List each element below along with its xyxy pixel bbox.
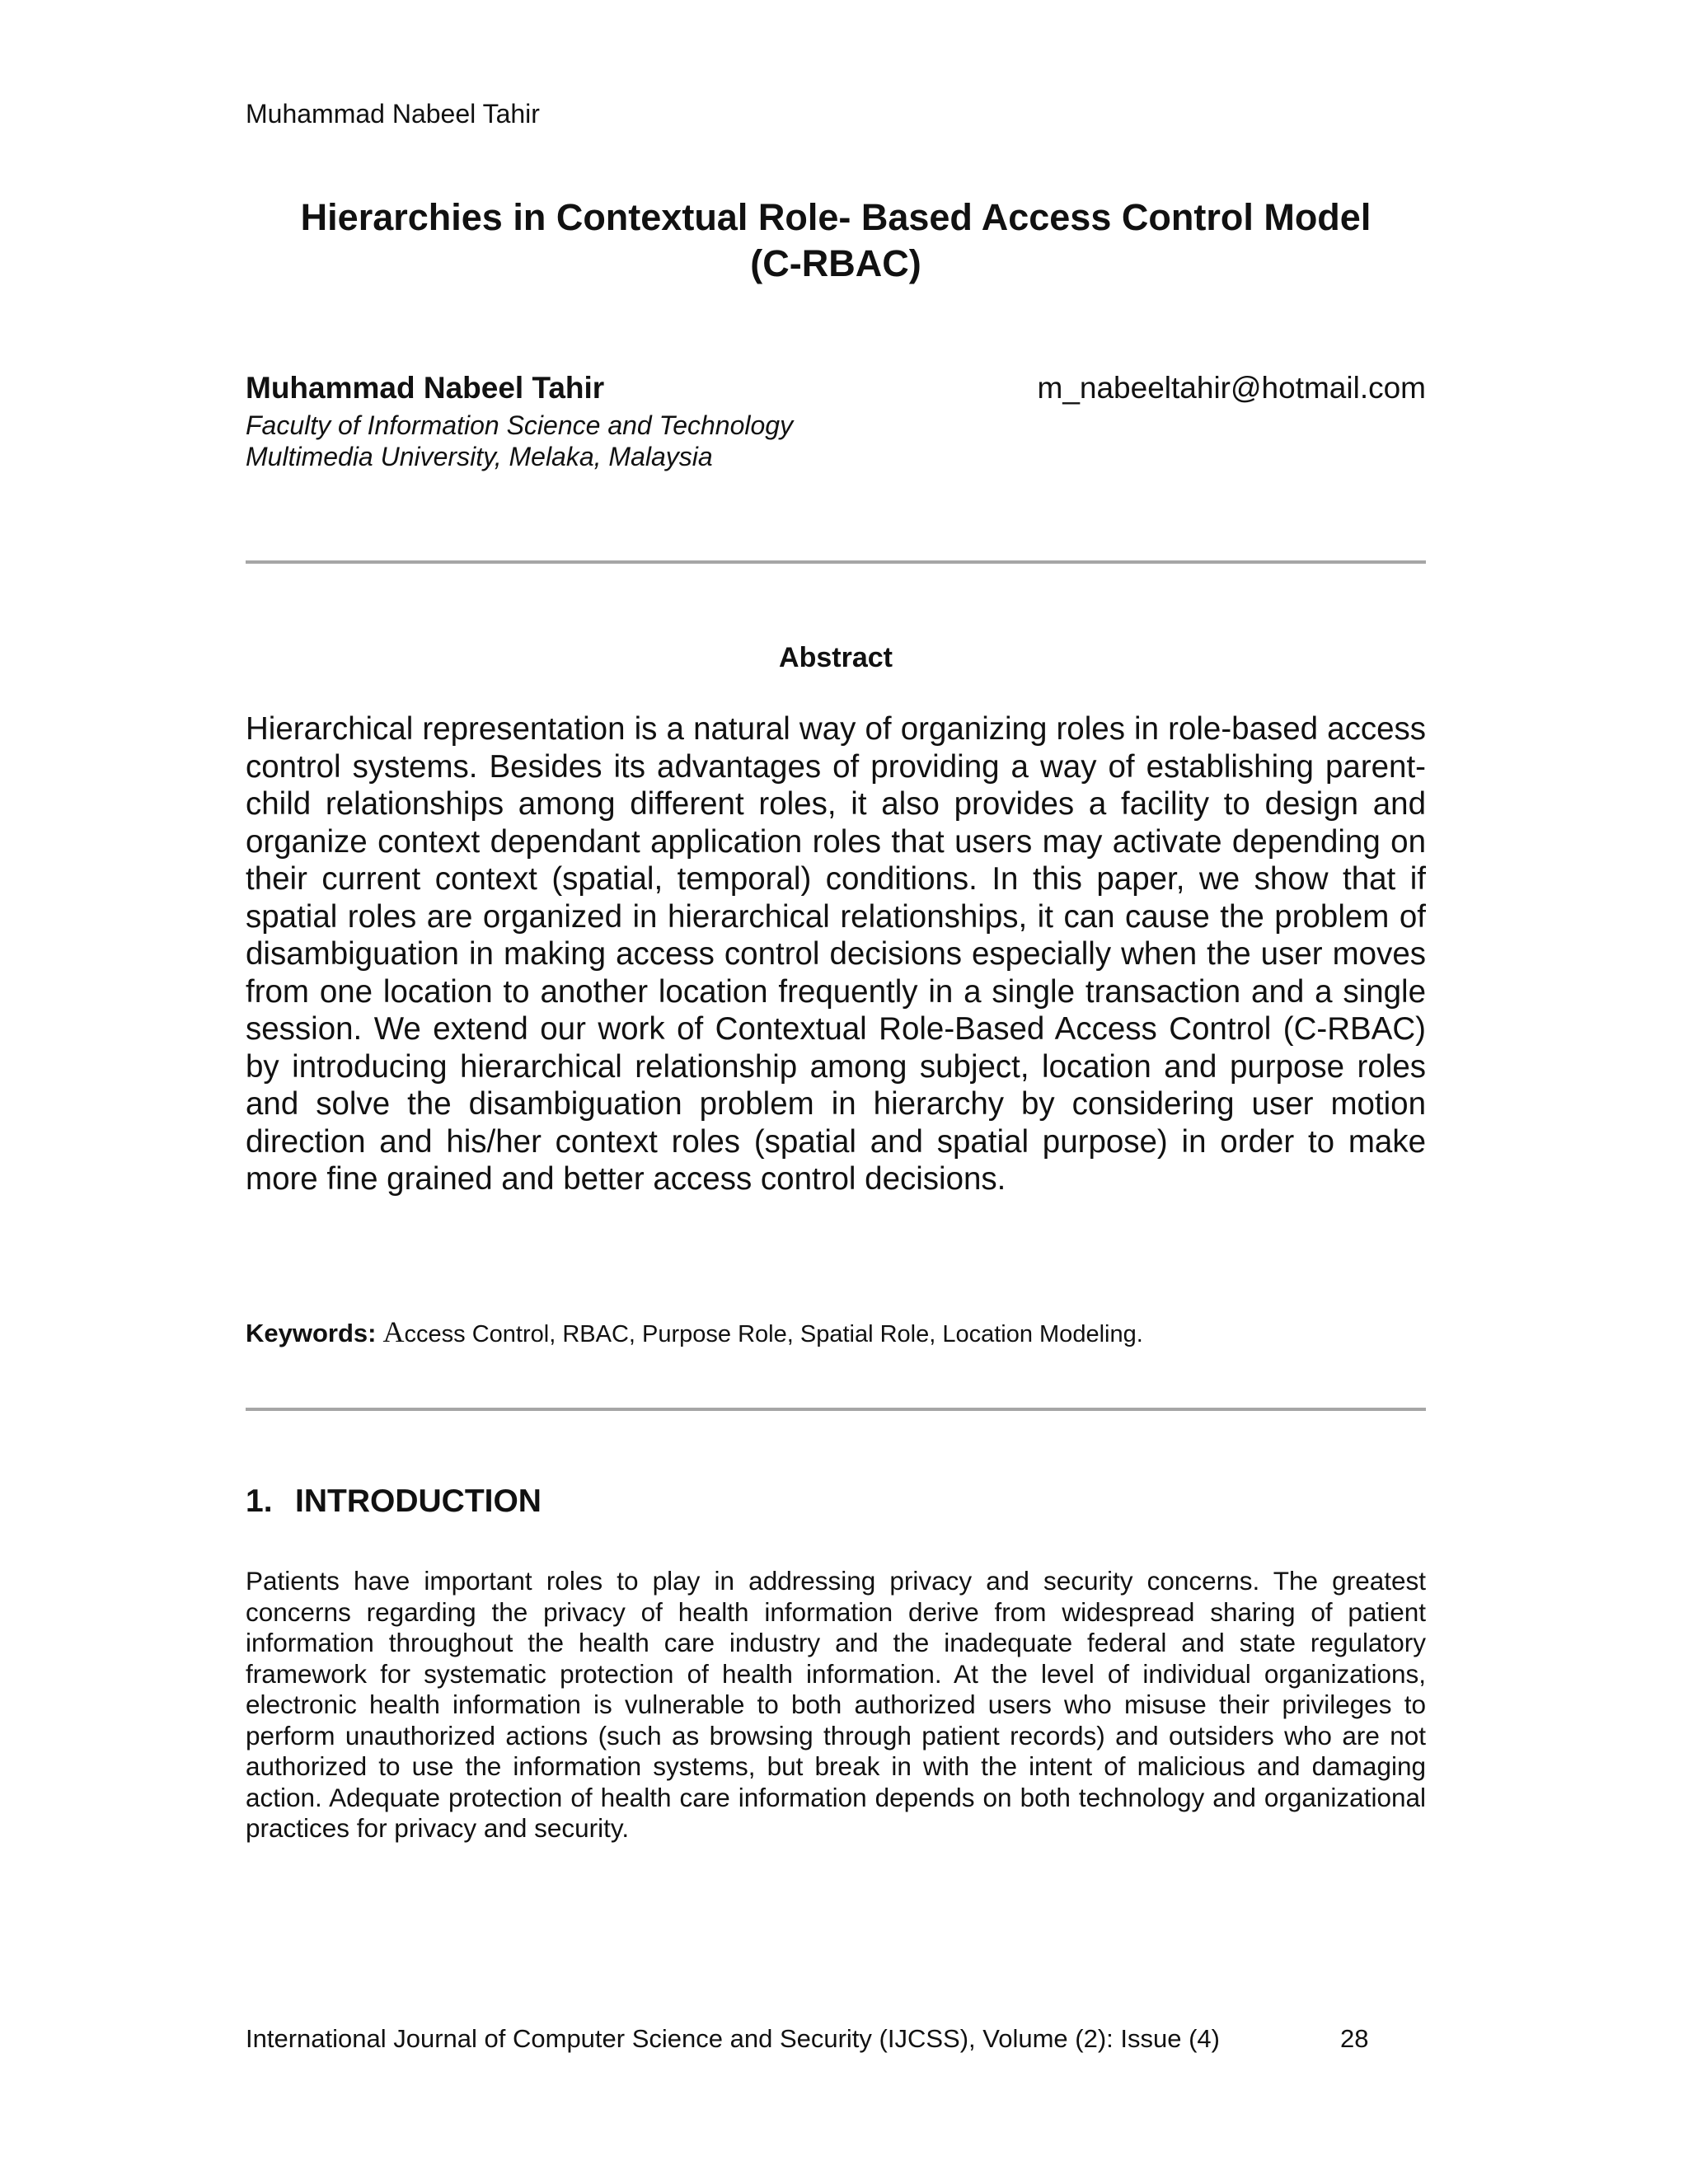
paper-title-line-2: (C-RBAC) xyxy=(750,242,921,284)
introduction-paragraph: Patients have important roles to play in addressing privacy and security concerns. The greatest concerns regarding the privacy of health information derive from widespread sharing of patient information throughout the health care industry and the inadequate federal and state regulatory framework for systematic protection of health information. At the level of individual organizations, electronic health information is vulnerable to both authorized users who misuse their privileges to perform unauthorized actions (such as browsing through patient records) and outsiders who are not authorized to use the information systems, but break in with the intent of malicious and damaging action. Adequate protection of health care information depends on both technology and organizational practices for privacy and security. xyxy=(246,1566,1426,1843)
author-affiliation-faculty: Faculty of Information Science and Technology xyxy=(246,410,794,440)
author-affiliation-university: Multimedia University, Melaka, Malaysia xyxy=(246,442,713,471)
keywords-label: Keywords: xyxy=(246,1319,377,1347)
author-email: m_nabeeltahir@hotmail.com xyxy=(1037,371,1426,405)
divider-top xyxy=(246,560,1426,564)
abstract-text: Hierarchical representation is a natural way of organizing roles in role-based access control systems. Besides its advantages of providing a way of establishing parent-child relationships among different roles, it also provides a facility to design and organize context dependant application roles that users may activate depending on their current context (spatial, temporal) conditions. In this paper, we show that if spatial roles are organized in hierarchical relationships, it can cause the problem of disambiguation in making access control decisions especially when the user moves from one location to another location frequently in a single transaction and a single session. We extend our work of Contextual Role-Based Access Control (C-RBAC) by introducing hierarchical relationship among subject, location and purpose roles and solve the disambiguation problem in hierarchy by considering user motion direction and his/her context roles (spatial and spatial purpose) in order to make more fine grained and better access control decisions. xyxy=(246,711,1426,1197)
keywords xyxy=(246,1315,1143,1351)
footer-page-number: 28 xyxy=(1340,2024,1369,2053)
paper-title-line-1: Hierarchies in Contextual Role- Based Access Control Model xyxy=(300,196,1372,238)
section-heading-introduction xyxy=(246,1482,542,1521)
author-name: Muhammad Nabeel Tahir xyxy=(246,371,605,405)
footer-journal-citation: International Journal of Computer Science and Security (IJCSS), Volume (2): Issue (4) xyxy=(246,2024,1220,2053)
divider-bottom xyxy=(246,1408,1426,1411)
keywords-list: ccess Control, RBAC, Purpose Role, Spatial Role, Location Modeling. xyxy=(404,1321,1143,1347)
abstract-heading: Abstract xyxy=(779,642,893,673)
keywords-first-letter: A xyxy=(382,1315,405,1348)
running-head: Muhammad Nabeel Tahir xyxy=(246,99,540,129)
section-number: 1. xyxy=(246,1483,273,1519)
section-title: INTRODUCTION xyxy=(295,1483,542,1519)
paper-title xyxy=(246,194,1426,287)
